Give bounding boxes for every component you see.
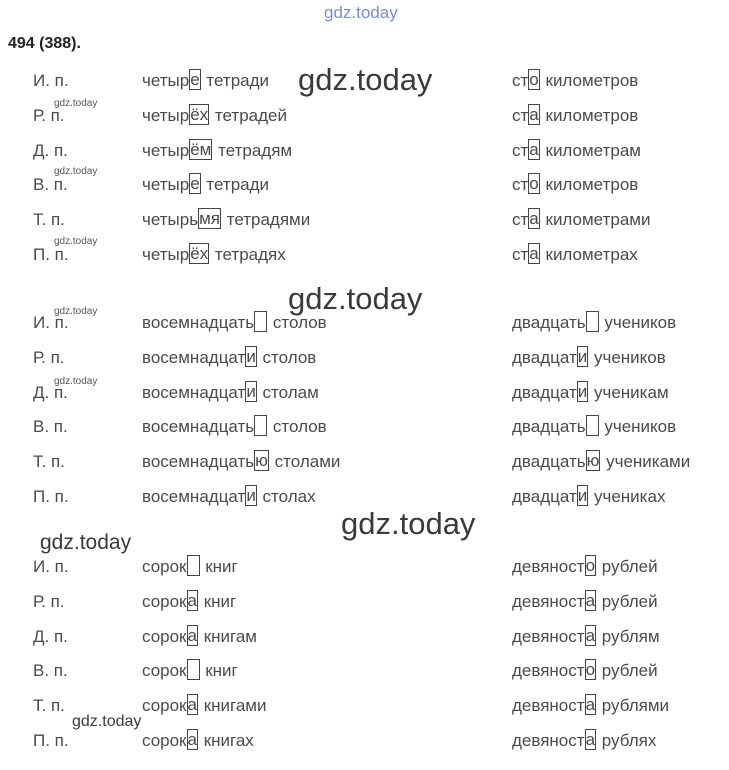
case-label: Т. п.	[33, 696, 65, 716]
numeral-stem: ст	[512, 105, 529, 125]
numeral-phrase-right	[512, 484, 665, 510]
numeral-phrase-right	[512, 310, 676, 336]
numeral-phrase-left	[142, 172, 269, 198]
ending-box: а	[529, 104, 539, 124]
noun-form: километров	[545, 71, 639, 90]
ending-box: е	[190, 70, 200, 90]
ending-box	[254, 311, 267, 332]
numeral-phrase-left	[142, 310, 327, 336]
numeral-phrase-left	[142, 624, 257, 650]
numeral-phrase-left	[142, 693, 267, 719]
numeral-phrase-left	[142, 658, 238, 684]
declension-row	[0, 624, 729, 650]
ending-box: и	[577, 346, 588, 366]
numeral-stem: четыр	[142, 105, 190, 125]
ending-box: а	[585, 625, 596, 645]
numeral-stem: ст	[512, 175, 529, 195]
ending-box: а	[187, 695, 197, 715]
numeral-stem: четыр	[142, 140, 190, 160]
numeral-phrase-left	[142, 380, 319, 406]
numeral-phrase-left	[142, 68, 269, 94]
ending-box: а	[585, 695, 596, 715]
case-label: П. п.	[33, 245, 69, 264]
ending-box: ёх	[190, 244, 209, 264]
ending-box: о	[585, 556, 596, 576]
numeral-phrase-right	[512, 68, 638, 94]
ending-box: и	[577, 381, 588, 401]
noun-form: столов	[272, 417, 327, 437]
ending-box	[187, 555, 200, 576]
ending-box: ём	[190, 139, 212, 159]
ending-box: а	[529, 244, 539, 264]
numeral-stem: двадцать	[512, 313, 586, 332]
watermark-large-2: gdz.today	[288, 281, 423, 316]
declension-row	[0, 207, 729, 233]
noun-form: рублям	[601, 626, 660, 646]
ending-box	[586, 311, 599, 332]
declension-row	[0, 658, 729, 684]
declension-row	[0, 242, 729, 268]
numeral-phrase-right	[512, 449, 690, 475]
numeral-stem: девяност	[512, 626, 585, 646]
noun-form: столов	[262, 347, 317, 367]
numeral-stem: восемнадцать	[142, 452, 255, 472]
ending-box: а	[187, 730, 197, 750]
watermark-small-3: gdz.today	[54, 236, 98, 247]
noun-form: тетради	[206, 71, 270, 90]
numeral-phrase-right	[512, 414, 676, 440]
noun-form: тетради	[206, 175, 270, 195]
numeral-stem: девяност	[512, 731, 585, 750]
numeral-phrase-left	[142, 589, 236, 615]
declension-row	[0, 345, 729, 371]
ending-box: и	[246, 486, 256, 506]
numeral-stem: девяност	[512, 591, 585, 611]
watermark-large-1: gdz.today	[298, 62, 433, 97]
numeral-phrase-right	[512, 554, 658, 580]
numeral-stem: девяност	[512, 557, 585, 576]
watermark-small-4: gdz.today	[54, 306, 98, 317]
ending-box	[187, 659, 200, 680]
numeral-phrase-right	[512, 624, 660, 650]
declension-row	[0, 310, 729, 336]
case-label: Д. п.	[33, 382, 68, 402]
case-label: Р. п.	[33, 591, 65, 611]
numeral-stem: ст	[512, 245, 529, 264]
noun-form: тетрадями	[226, 210, 311, 230]
noun-form: рублях	[601, 731, 657, 750]
numeral-phrase-left	[142, 207, 310, 233]
numeral-phrase-right	[512, 589, 658, 615]
numeral-stem: двадцать	[512, 452, 586, 472]
noun-form: километрам	[545, 140, 641, 160]
numeral-phrase-left	[142, 103, 287, 129]
numeral-phrase-right	[512, 693, 669, 719]
declension-row	[0, 380, 729, 406]
numeral-stem: четыр	[142, 71, 190, 90]
ending-box: о	[529, 174, 539, 194]
noun-form: учеников	[604, 417, 677, 437]
numeral-stem: двадцат	[512, 347, 577, 367]
declension-row	[0, 138, 729, 164]
numeral-phrase-left	[142, 138, 292, 164]
noun-form: учеников	[604, 313, 677, 332]
ending-box: а	[529, 209, 539, 229]
numeral-stem: сорок	[142, 661, 187, 681]
numeral-stem: восемнадцать	[142, 313, 255, 332]
noun-form: тетрадей	[214, 105, 287, 125]
noun-form: километрах	[545, 245, 638, 264]
numeral-phrase-right	[512, 172, 638, 198]
watermark-small-2: gdz.today	[54, 166, 98, 177]
numeral-stem: сорок	[142, 731, 187, 750]
numeral-stem: восемнадцат	[142, 487, 246, 506]
numeral-stem: восемнадцать	[142, 417, 255, 437]
watermark-top: gdz.today	[324, 3, 398, 22]
noun-form: книг	[203, 591, 237, 611]
numeral-stem: сорок	[142, 696, 187, 716]
declension-row	[0, 68, 729, 94]
numeral-phrase-left	[142, 345, 316, 371]
noun-form: километров	[545, 175, 639, 195]
numeral-phrase-left	[142, 449, 340, 475]
case-label: В. п.	[33, 417, 68, 437]
numeral-phrase-right	[512, 207, 650, 233]
case-label: Р. п.	[33, 105, 65, 125]
noun-form: рублей	[601, 591, 658, 611]
noun-form: рублей	[601, 661, 658, 681]
numeral-stem: двадцат	[512, 487, 577, 506]
noun-form: учениках	[593, 487, 666, 506]
numeral-phrase-right	[512, 345, 666, 371]
numeral-stem: сорок	[142, 626, 187, 646]
ending-box: а	[585, 730, 596, 750]
noun-form: ученикам	[593, 382, 669, 402]
noun-form: книг	[205, 661, 238, 681]
declension-row	[0, 589, 729, 615]
case-label: П. п.	[33, 487, 69, 506]
declension-row	[0, 484, 729, 510]
case-label: Р. п.	[33, 347, 65, 367]
ending-box: е	[190, 174, 200, 194]
noun-form: столам	[262, 382, 319, 402]
case-label: В. п.	[33, 661, 68, 681]
case-label: В. п.	[33, 175, 68, 195]
numeral-stem: четыр	[142, 175, 190, 195]
ending-box: ю	[586, 451, 600, 471]
noun-form: рублями	[601, 696, 670, 716]
case-label: Т. п.	[33, 452, 65, 472]
noun-form: книгам	[203, 626, 257, 646]
declension-row	[0, 728, 729, 754]
ending-box: а	[187, 590, 197, 610]
watermark-small-1: gdz.today	[54, 98, 98, 109]
watermark-small-5: gdz.today	[54, 376, 98, 387]
numeral-phrase-right	[512, 380, 669, 406]
numeral-stem: ст	[512, 140, 529, 160]
task-number: 494 (388).	[8, 35, 81, 52]
declension-row	[0, 449, 729, 475]
ending-box: о	[529, 70, 539, 90]
numeral-stem: девяност	[512, 661, 585, 681]
ending-box: мя	[199, 209, 220, 229]
declension-row	[0, 172, 729, 198]
numeral-stem: сорок	[142, 557, 187, 576]
noun-form: столах	[262, 487, 316, 506]
noun-form: книгах	[203, 731, 254, 750]
declension-row	[0, 103, 729, 129]
numeral-phrase-left	[142, 554, 238, 580]
numeral-stem: сорок	[142, 591, 187, 611]
numeral-phrase-right	[512, 138, 641, 164]
numeral-phrase-right	[512, 242, 638, 268]
declension-row	[0, 414, 729, 440]
ending-box: и	[246, 346, 256, 366]
watermark-medium-2: gdz.today	[72, 713, 142, 730]
ending-box: а	[529, 139, 539, 159]
noun-form: километров	[545, 105, 639, 125]
numeral-stem: девяност	[512, 696, 585, 716]
ending-box	[254, 415, 267, 436]
noun-form: книг	[205, 557, 238, 576]
numeral-phrase-left	[142, 484, 316, 510]
numeral-stem: четыр	[142, 245, 190, 264]
noun-form: столов	[272, 313, 327, 332]
noun-form: километрами	[545, 210, 651, 230]
numeral-stem: восемнадцат	[142, 347, 246, 367]
ending-box: ю	[255, 451, 268, 471]
numeral-stem: ст	[512, 71, 529, 90]
numeral-phrase-right	[512, 103, 638, 129]
watermark-large-3: gdz.today	[341, 506, 476, 541]
noun-form: учеников	[593, 347, 666, 367]
numeral-phrase-right	[512, 658, 658, 684]
numeral-phrase-left	[142, 242, 286, 268]
case-label: П. п.	[33, 731, 69, 750]
ending-box: а	[187, 625, 197, 645]
declension-row	[0, 693, 729, 719]
noun-form: учениками	[606, 452, 691, 472]
watermark-medium-1: gdz.today	[40, 531, 132, 554]
noun-form: столами	[274, 452, 341, 472]
ending-box: ёх	[190, 104, 209, 124]
case-label: И. п.	[33, 71, 69, 90]
noun-form: тетрадям	[218, 140, 293, 160]
noun-form: книгами	[203, 696, 267, 716]
numeral-stem: двадцать	[512, 417, 586, 437]
ending-box	[586, 415, 599, 436]
numeral-stem: двадцат	[512, 382, 577, 402]
case-label: Т. п.	[33, 210, 65, 230]
noun-form: рублей	[601, 557, 658, 576]
numeral-phrase-right	[512, 728, 656, 754]
case-label: И. п.	[33, 313, 69, 332]
case-label: Д. п.	[33, 626, 68, 646]
ending-box: и	[577, 486, 588, 506]
numeral-phrase-left	[142, 414, 327, 440]
numeral-stem: ст	[512, 210, 529, 230]
ending-box: о	[585, 660, 596, 680]
ending-box: и	[246, 381, 256, 401]
ending-box: а	[585, 590, 596, 610]
numeral-stem: восемнадцат	[142, 382, 246, 402]
numeral-phrase-left	[142, 728, 254, 754]
numeral-stem: четырь	[142, 210, 199, 230]
noun-form: тетрадях	[214, 245, 286, 264]
case-label: И. п.	[33, 557, 69, 576]
declension-row	[0, 554, 729, 580]
case-label: Д. п.	[33, 140, 68, 160]
